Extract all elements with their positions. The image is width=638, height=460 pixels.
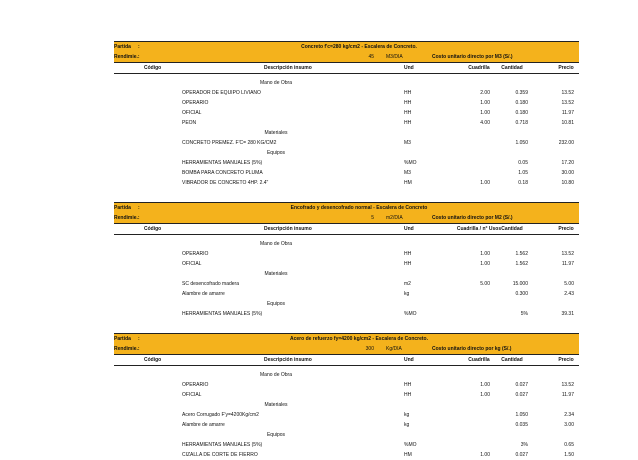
item-cantidad: 1.050 [515, 412, 528, 418]
group-title: Equipos [266, 150, 286, 156]
item-precio: 13.52 [561, 382, 574, 388]
col-descripcion: Descripción insumo [264, 226, 312, 232]
group-title: Mano de Obra [260, 241, 292, 247]
line-item-row [114, 410, 579, 420]
line-item-row [114, 88, 579, 98]
group-title-row [114, 430, 579, 440]
item-cuadrilla: 1.00 [480, 251, 490, 257]
item-description: OPERARIO [182, 382, 209, 388]
item-cantidad: 0.05 [518, 160, 528, 166]
item-unit: HH [404, 120, 412, 126]
group-title-row [114, 400, 579, 410]
item-description: Alambre de amarre [182, 422, 225, 428]
col-descripcion: Descripción insumo [264, 357, 312, 363]
item-unit: kg [404, 412, 410, 418]
item-precio: 39.31 [561, 311, 574, 317]
item-description: OFICIAL [182, 392, 202, 398]
item-unit: HH [404, 261, 412, 267]
partida-colon: : [138, 44, 140, 50]
partida-label: Partida [114, 44, 131, 50]
item-precio: 1.50 [564, 452, 574, 458]
item-description: SC desencofrado madera [182, 281, 239, 287]
cost-label: Costo unitario directo por M2 (S/.) [432, 215, 513, 221]
group-title: Equipos [266, 432, 286, 438]
item-description: CIZALLA DE CORTE DE FIERRO [182, 452, 258, 458]
cost-analysis-sheet [114, 41, 579, 460]
col-codigo: Código [144, 65, 162, 71]
partida-row [114, 41, 579, 52]
item-cuadrilla: 1.00 [480, 180, 490, 186]
col-precio: Precio [558, 357, 574, 363]
item-unit: HH [404, 251, 412, 257]
col-codigo: Código [144, 226, 162, 232]
partida-row [114, 202, 579, 213]
item-description: OFICIAL [182, 110, 202, 116]
line-item-row [114, 259, 579, 269]
item-description: CONCRETO PREMEZ. F'C= 280 KG/CM2 [182, 140, 277, 146]
item-cantidad: 0.180 [515, 100, 528, 106]
partida-title: Encofrado y desencofrado normal - Escalera de Concreto [290, 205, 428, 211]
item-description: OPERARIO [182, 100, 209, 106]
item-cantidad: 0.300 [515, 291, 528, 297]
rendimiento-label: Rendimie.: [114, 215, 140, 221]
item-cantidad: 0.180 [515, 110, 528, 116]
item-description: OFICIAL [182, 261, 202, 267]
item-precio: 13.52 [561, 100, 574, 106]
col-und: Und [404, 357, 414, 363]
rendimiento-value: 45 [368, 54, 374, 60]
item-unit: HH [404, 100, 412, 106]
col-precio: Precio [558, 65, 574, 71]
group-title-row [114, 78, 579, 88]
item-description: Acero Corrugado F'y=4200Kg/cm2 [182, 412, 259, 418]
rendimiento-label: Rendimie.: [114, 54, 140, 60]
item-description: VIBRADOR DE CONCRETO 4HP. 2.4" [182, 180, 269, 186]
col-codigo: Código [144, 357, 162, 363]
col-und: Und [404, 65, 414, 71]
item-cantidad: 5% [520, 311, 528, 317]
item-cuadrilla: 2.00 [480, 90, 490, 96]
partida-block [114, 333, 579, 460]
line-item-row [114, 380, 579, 390]
item-cantidad: 1.05 [518, 170, 528, 176]
item-cantidad: 0.359 [515, 90, 528, 96]
cost-label: Costo unitario directo por kg (S/.) [432, 346, 512, 352]
column-header-row [114, 224, 579, 235]
item-precio: 2.43 [564, 291, 574, 297]
item-unit: HM [404, 452, 412, 458]
rendimiento-row [114, 52, 579, 63]
item-unit: HM [404, 180, 412, 186]
partida-label: Partida [114, 336, 131, 342]
line-item-row [114, 440, 579, 450]
col-cantidad: Cantidad [501, 357, 523, 363]
item-unit: M3 [404, 140, 411, 146]
item-description: OPERARIO [182, 251, 209, 257]
group-title: Mano de Obra [260, 372, 292, 378]
item-unit: HH [404, 110, 412, 116]
group-title: Materiales [264, 271, 288, 277]
item-cantidad: 0.18 [518, 180, 528, 186]
group-title: Materiales [264, 402, 288, 408]
partida-title: Acero de refuerzo fy=4200 kg/cm2 - Escalera de Concreto. [290, 336, 428, 342]
item-cantidad: 0.027 [515, 382, 528, 388]
item-precio: 13.52 [561, 90, 574, 96]
group-title: Equipos [266, 301, 286, 307]
item-precio: 3.00 [564, 422, 574, 428]
item-unit: M3 [404, 170, 411, 176]
line-item-row [114, 178, 579, 188]
partida-block [114, 41, 579, 202]
cost-label: Costo unitario directo por M3 (S/.) [432, 54, 513, 60]
group-title-row [114, 128, 579, 138]
item-cantidad: 1.562 [515, 261, 528, 267]
rendimiento-unit: Kg/DIA [386, 346, 402, 352]
group-title-row [114, 239, 579, 249]
item-precio: 2.34 [564, 412, 574, 418]
item-description: PEON [182, 120, 197, 126]
item-unit: %MO [404, 160, 417, 166]
item-unit: kg [404, 291, 410, 297]
col-descripcion: Descripción insumo [264, 65, 312, 71]
item-unit: HH [404, 90, 412, 96]
line-item-row [114, 138, 579, 148]
item-precio: 5.00 [564, 281, 574, 287]
item-cuadrilla: 4.00 [480, 120, 490, 126]
rendimiento-value: 300 [365, 346, 374, 352]
item-description: HERRAMIENTAS MANUALES (5%) [182, 442, 263, 448]
item-cuadrilla: 1.00 [480, 392, 490, 398]
col-cantidad: Cantidad [501, 226, 523, 232]
line-item-row [114, 309, 579, 319]
line-item-row [114, 98, 579, 108]
line-item-row [114, 279, 579, 289]
item-cantidad: 0.027 [515, 452, 528, 458]
line-item-row [114, 158, 579, 168]
item-cantidad: 0.027 [515, 392, 528, 398]
item-cantidad: 1.050 [515, 140, 528, 146]
col-cuadrilla: Cuadrilla [468, 357, 490, 363]
rendimiento-unit: m2/DIA [386, 215, 403, 221]
col-und: Und [404, 226, 414, 232]
partida-row [114, 333, 579, 344]
line-item-row [114, 450, 579, 460]
item-cantidad: 1.562 [515, 251, 528, 257]
item-precio: 11.97 [561, 110, 574, 116]
group-title-row [114, 269, 579, 279]
item-cantidad: 0.035 [515, 422, 528, 428]
item-unit: kg [404, 422, 410, 428]
item-description: HERRAMIENTAS MANUALES (5%) [182, 160, 263, 166]
item-precio: 232.00 [558, 140, 574, 146]
line-item-row [114, 108, 579, 118]
item-description: BOMBA PARA CONCRETO PLUMA [182, 170, 263, 176]
group-title: Materiales [264, 130, 288, 136]
line-item-row [114, 249, 579, 259]
item-unit: %MO [404, 311, 417, 317]
column-header-row [114, 63, 579, 74]
rendimiento-row [114, 213, 579, 224]
item-cuadrilla: 1.00 [480, 110, 490, 116]
line-item-row [114, 420, 579, 430]
item-description: Alambre de amarre [182, 291, 225, 297]
group-title: Mano de Obra [260, 80, 292, 86]
rendimiento-label: Rendimie.: [114, 346, 140, 352]
item-cuadrilla: 1.00 [480, 382, 490, 388]
item-precio: 11.97 [561, 392, 574, 398]
item-unit: HH [404, 382, 412, 388]
col-cantidad: Cantidad [501, 65, 523, 71]
partida-block [114, 202, 579, 333]
item-cuadrilla: 5.00 [480, 281, 490, 287]
item-precio: 0.65 [564, 442, 574, 448]
rendimiento-row [114, 344, 579, 355]
group-title-row [114, 370, 579, 380]
item-precio: 10.80 [561, 180, 574, 186]
partida-colon: : [138, 336, 140, 342]
group-title-row [114, 148, 579, 158]
item-cantidad: 3% [520, 442, 528, 448]
line-item-row [114, 168, 579, 178]
item-unit: m2 [404, 281, 411, 287]
item-description: HERRAMIENTAS MANUALES (5%) [182, 311, 263, 317]
col-precio: Precio [558, 226, 574, 232]
partida-label: Partida [114, 205, 131, 211]
line-item-row [114, 118, 579, 128]
item-description: OPERADOR DE EQUIPO LIVIANO [182, 90, 261, 96]
item-cuadrilla: 1.00 [480, 452, 490, 458]
item-cuadrilla: 1.00 [480, 100, 490, 106]
item-cantidad: 0.718 [515, 120, 528, 126]
item-precio: 11.97 [561, 261, 574, 267]
item-precio: 30.00 [561, 170, 574, 176]
partida-title: Concreto f'c=280 kg/cm2 - Escalera de Concreto. [301, 44, 417, 50]
col-cuadrilla: Cuadrilla / n° Usos [456, 226, 502, 232]
item-precio: 17.20 [561, 160, 574, 166]
col-cuadrilla: Cuadrilla [468, 65, 490, 71]
group-title-row [114, 299, 579, 309]
item-cantidad: 15.000 [512, 281, 528, 287]
line-item-row [114, 390, 579, 400]
item-cuadrilla: 1.00 [480, 261, 490, 267]
item-precio: 10.81 [561, 120, 574, 126]
rendimiento-value: 5 [371, 215, 374, 221]
column-header-row [114, 355, 579, 366]
item-precio: 13.52 [561, 251, 574, 257]
item-unit: HH [404, 392, 412, 398]
item-unit: %MO [404, 442, 417, 448]
line-item-row [114, 289, 579, 299]
partida-colon: : [138, 205, 140, 211]
rendimiento-unit: M3/DIA [386, 54, 403, 60]
